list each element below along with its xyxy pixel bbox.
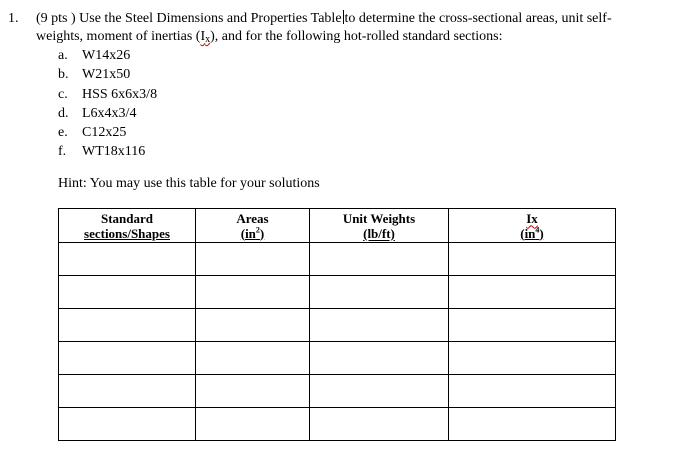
table-cell[interactable] <box>59 342 196 375</box>
table-cell[interactable] <box>310 408 449 441</box>
solutions-table <box>58 208 616 441</box>
list-item: e. C12x25 <box>58 125 127 141</box>
header-unit-weights: Unit Weights (lb/ft) <box>310 209 449 243</box>
table-cell[interactable] <box>196 276 310 309</box>
table-cell[interactable] <box>449 243 616 276</box>
table-row <box>59 375 616 408</box>
table-cell[interactable] <box>196 309 310 342</box>
header-standard-sections: Standard sections/Shapes <box>59 209 196 243</box>
section-list <box>58 46 157 162</box>
list-item: c. HSS 6x6x3/8 <box>58 86 158 102</box>
table-cell[interactable] <box>449 276 616 309</box>
list-item: a. W14x26 <box>58 48 131 63</box>
table-cell[interactable] <box>196 243 310 276</box>
table-row <box>59 342 616 375</box>
header-areas: Areas $(in^2)$ <box>196 209 310 243</box>
table-row <box>59 243 616 276</box>
list-item: f. WT18x116 <box>58 144 146 160</box>
table-cell[interactable] <box>449 375 616 408</box>
table-row <box>59 408 616 441</box>
table-row <box>59 309 616 342</box>
table-cell[interactable] <box>196 342 310 375</box>
table-cell[interactable] <box>59 375 196 408</box>
table-cell[interactable] <box>449 342 616 375</box>
table-cell[interactable] <box>196 408 310 441</box>
question-text-part-3: weights, moment of inertias ( <box>36 29 201 44</box>
table-row <box>59 276 616 309</box>
table-cell[interactable] <box>310 309 449 342</box>
list-item: d. L6x4x3/4 <box>58 105 137 121</box>
question-text-part-1: (9 pts ) Use the Steel Dimensions and Properties Table <box>36 11 342 26</box>
table-cell[interactable] <box>196 375 310 408</box>
question-text-part-4: ), and for the following hot-rolled standard sections: <box>210 29 503 44</box>
header-ix: Ix $(in^4)$ <box>449 209 616 243</box>
list-item: b. W21x50 <box>58 67 131 83</box>
table-header-row <box>59 209 616 243</box>
table-cell[interactable] <box>449 309 616 342</box>
table-cell[interactable] <box>59 408 196 441</box>
table-cell[interactable] <box>310 342 449 375</box>
table-cell[interactable] <box>310 243 449 276</box>
question-line-1 <box>8 10 612 27</box>
ix-symbol: Ix <box>200 29 211 45</box>
table-cell[interactable] <box>59 309 196 342</box>
question-line-2 <box>36 28 503 48</box>
table-cell[interactable] <box>59 276 196 309</box>
question-number: 1. <box>8 11 19 26</box>
hint-text: Hint: You may use this table for your solutions <box>58 176 320 191</box>
table-cell[interactable] <box>310 375 449 408</box>
table-cell[interactable] <box>449 408 616 441</box>
table-cell[interactable] <box>59 243 196 276</box>
question-text-part-2: to determine the cross-sectional areas, unit self- <box>344 11 612 26</box>
table-cell[interactable] <box>310 276 449 309</box>
text-cursor <box>343 10 344 24</box>
